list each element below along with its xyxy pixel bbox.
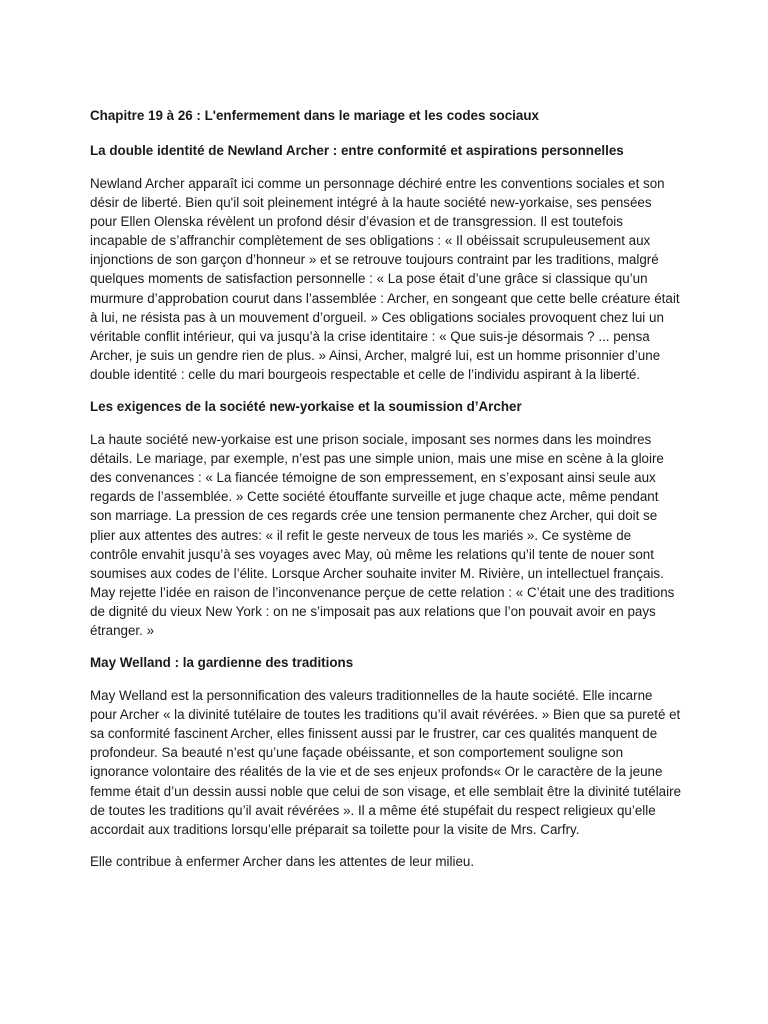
document-page (90, 106, 682, 884)
section-heading: May Welland : la gardienne des traditions (90, 655, 354, 671)
section-double-identite (90, 141, 682, 384)
paragraph: May Welland est la personnification des valeurs traditionnelles de la haute société. Elle incarne pour Archer « la divinité tutélaire de toutes les traditions qu’il avait révérées. » Bien que sa pureté et sa conformité fascinent Archer, elles finissent aussi par le frustrer, car ces qualités manquent de profondeur. Sa beauté n’est qu’une façade obéissante, et son comportement souligne son ignorance volontaire des réalités de la vie et de ses enjeux profonds« Or le caractère de la jeune femme était d’un dessin aussi noble que celui de son visage, et elle semblait être la divinité tutélaire de toutes les traditions qu’il avait révérées ». Il a même été stupéfait du respect religieux qu’elle accordait aux traditions lorsqu’elle préparait sa toilette pour la visite de Mrs. Carfry. (90, 688, 682, 837)
document-title: Chapitre 19 à 26 : L'enfermement dans le mariage et les codes sociaux (90, 108, 539, 123)
paragraph: La haute société new-yorkaise est une prison sociale, imposant ses normes dans les moindres détails. Le mariage, par exemple, n’est pas une simple union, mais une mise en scène à la gloire des convenances : « La fiancée témoigne de son empressement, en s’exposant ainsi seule aux regards de l’assemblée. » Cette société étouffante surveille et juge chaque acte, même pendant son marriage. La pression de ces regards crée une tension permanente chez Archer, qui doit se plier aux attentes des autres: « il refit le geste nerveux de tous les mariés ». Ce système de contrôle envahit jusqu’à ses voyages avec May, où même les relations qu’il tente de nouer sont soumises aux codes de l’élite. Lorsque Archer souhaite inviter M. Rivière, un intellectuel français. May rejette l’idée en raison de l’inconvenance perçue de cette relation : « C’était une des traditions de dignité du vieux New York : on ne s’imposait pas aux relations que l’on pouvait avoir en pays étranger. » (90, 432, 675, 638)
section-may-welland (90, 653, 682, 871)
section-heading: Les exigences de la société new-yorkaise et la soumission d’Archer (90, 399, 522, 415)
section-exigences-societe (90, 397, 682, 640)
paragraph: Elle contribue à enfermer Archer dans les attentes de leur milieu. (90, 853, 475, 869)
section-heading: La double identité de Newland Archer : entre conformité et aspirations personnelles (90, 143, 624, 158)
paragraph: Newland Archer apparaît ici comme un personnage déchiré entre les conventions sociales et son désir de liberté. Bien qu'il soit pleinement intégré à la haute société new-yorkaise, ses pensées pour Ellen Olenska révèlent un profond désir d’évasion et de transgression. Il est toutefois incapable de s’affranchir complètement de ses obligations : « Il obéissait scrupuleusement aux injonctions de son garçon d’honneur » et se retrouve toujours contraint par les traditions, malgré quelques moments de satisfaction personnelle : « La pose était d’une grâce si classique qu’un murmure d’approbation courut dans l’assemblée : Archer, en songeant que cette belle créature était à lui, ne résista pas à un mouvement d’orgueil. » Ces obligations sociales provoquent chez lui un véritable conflit intérieur, qui va jusqu’à la crise identitaire : « Que suis-je désormais ? ... pensa Archer, je suis un gendre rien de plus. » Ainsi, Archer, malgré lui, est un homme prisonnier d’une double identité : celle du mari bourgeois respectable et celle de l’individu aspirant à la liberté. (90, 176, 680, 382)
